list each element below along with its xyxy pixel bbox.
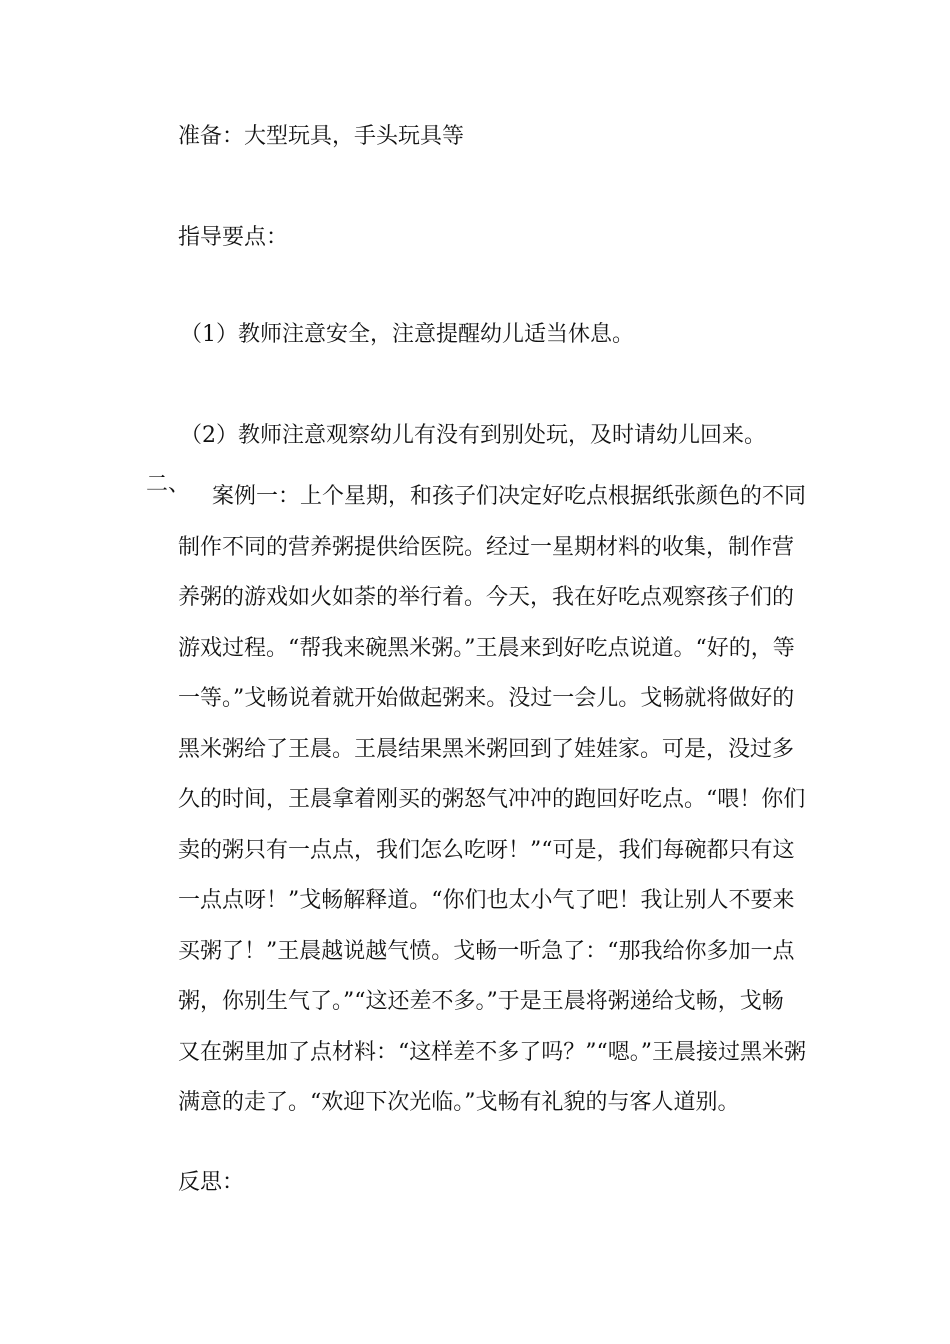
- case-line: 卖的粥只有一点点，我们怎么吃呀！”“可是，我们每碗都只有这: [178, 837, 795, 863]
- case-line: 满意的走了。“欢迎下次光临。”戈畅有礼貌的与客人道别。: [178, 1090, 740, 1115]
- case-line: 黑米粥给了王晨。王晨结果黑米粥回到了娃娃家。可是，没过多: [178, 736, 795, 762]
- guidance-item-2: （2）教师注意观察幼儿有没有到别处玩，及时请幼儿回来。: [180, 423, 766, 448]
- case-line: 一等。”戈畅说着就开始做起粥来。没过一会儿。戈畅就将做好的: [178, 686, 795, 711]
- guidance-heading: 指导要点：: [178, 225, 289, 250]
- case-line: 游戏过程。“帮我来碗黑米粥。”王晨来到好吃点说道。“好的，等: [178, 635, 795, 661]
- case-line: 养粥的游戏如火如荼的举行着。今天，我在好吃点观察孩子们的: [178, 585, 795, 610]
- case-paragraph: [178, 472, 808, 1129]
- case-line: 久的时间，王晨拿着刚买的粥怒气冲冲的跑回好吃点。“喂！你们: [178, 787, 806, 812]
- case-line: 又在粥里加了点材料：“这样差不多了吗？”“嗯。”王晨接过黑米粥: [178, 1039, 806, 1065]
- guidance-item-1: （1）教师注意安全，注意提醒幼儿适当休息。: [180, 322, 634, 347]
- case-line: 一点点呀！”戈畅解释道。“你们也太小气了吧！我让别人不要来: [178, 888, 795, 913]
- case-line: 买粥了！”王晨越说越气愤。戈畅一听急了：“那我给你多加一点: [178, 938, 795, 964]
- section-marker: 二、: [146, 472, 191, 497]
- reflection-heading: 反思：: [178, 1170, 245, 1195]
- case-line: 粥，你别生气了。”“这还差不多。”于是王晨将粥递给戈畅，戈畅: [178, 989, 784, 1014]
- preparation-line: 准备：大型玩具，手头玩具等: [178, 124, 465, 149]
- case-line: 制作不同的营养粥提供给医院。经过一星期材料的收集，制作营: [178, 534, 795, 560]
- case-line: 案例一：上个星期，和孩子们决定好吃点根据纸张颜色的不同: [212, 484, 807, 509]
